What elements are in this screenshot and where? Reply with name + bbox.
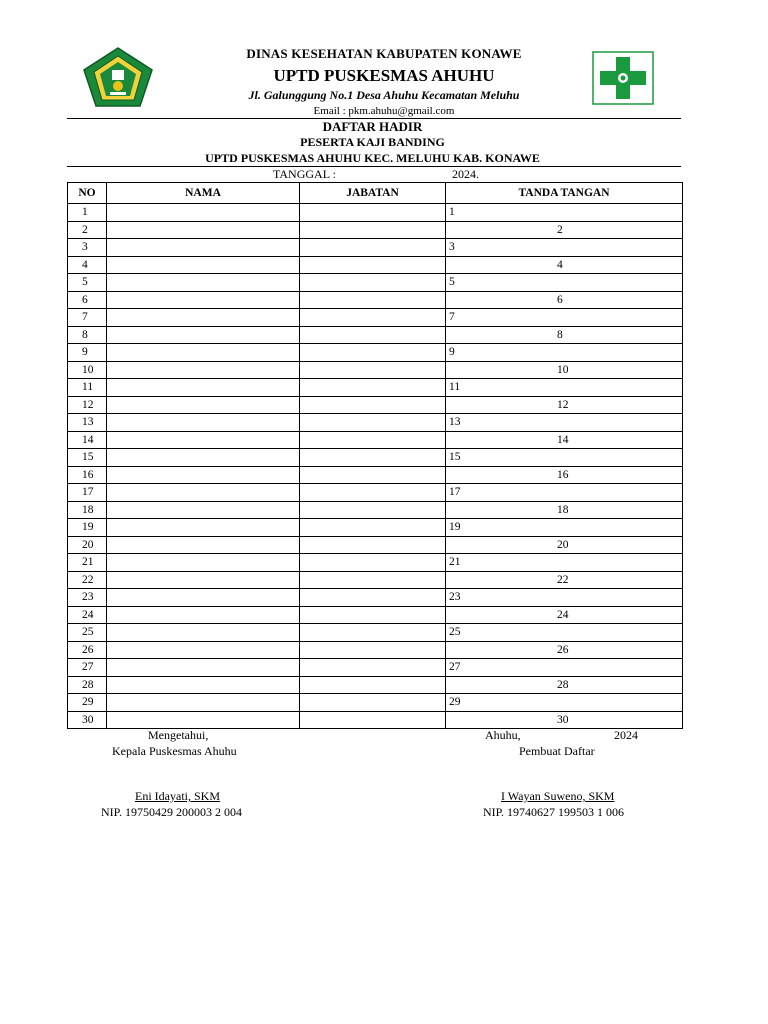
table-row (68, 291, 683, 309)
name-cell[interactable] (107, 309, 300, 327)
table-row (68, 641, 683, 659)
signature-cell[interactable]: 7 (446, 309, 683, 327)
position-cell[interactable] (300, 624, 446, 642)
name-cell[interactable] (107, 414, 300, 432)
table-row (68, 711, 683, 729)
signature-cell[interactable]: 29 (446, 694, 683, 712)
position-cell[interactable] (300, 711, 446, 729)
name-cell[interactable] (107, 221, 300, 239)
position-cell[interactable] (300, 676, 446, 694)
table-row (68, 204, 683, 222)
row-number: 26 (68, 641, 107, 659)
row-number: 17 (68, 484, 107, 502)
position-cell[interactable] (300, 606, 446, 624)
row-number: 6 (68, 291, 107, 309)
signature-cell[interactable]: 2 (446, 221, 683, 239)
name-cell[interactable] (107, 589, 300, 607)
signature-cell[interactable]: 19 (446, 519, 683, 537)
signature-cell[interactable]: 11 (446, 379, 683, 397)
name-cell[interactable] (107, 344, 300, 362)
signature-cell[interactable]: 9 (446, 344, 683, 362)
table-row (68, 221, 683, 239)
name-cell[interactable] (107, 466, 300, 484)
row-number: 27 (68, 659, 107, 677)
head-name: Eni Idayati, SKM (135, 789, 220, 803)
name-cell[interactable] (107, 659, 300, 677)
row-number: 11 (68, 379, 107, 397)
row-number: 13 (68, 414, 107, 432)
signature-cell[interactable]: 12 (446, 396, 683, 414)
row-number: 16 (68, 466, 107, 484)
row-number: 3 (68, 239, 107, 257)
name-cell[interactable] (107, 449, 300, 467)
position-cell[interactable] (300, 694, 446, 712)
signature-cell[interactable]: 30 (446, 711, 683, 729)
position-cell[interactable] (300, 554, 446, 572)
signature-cell[interactable]: 26 (446, 641, 683, 659)
head-nip: NIP. 19750429 200003 2 004 (101, 805, 243, 819)
document-title: DAFTAR HADIR (322, 119, 423, 134)
position-cell[interactable] (300, 274, 446, 292)
table-row (68, 414, 683, 432)
name-cell[interactable] (107, 396, 300, 414)
signature-cell[interactable]: 1 (446, 204, 683, 222)
row-number: 23 (68, 589, 107, 607)
signature-cell[interactable]: 8 (446, 326, 683, 344)
name-cell[interactable] (107, 571, 300, 589)
signature-cell[interactable]: 17 (446, 484, 683, 502)
signature-cell[interactable]: 20 (446, 536, 683, 554)
table-row (68, 361, 683, 379)
position-cell[interactable] (300, 449, 446, 467)
agency-name: DINAS KESEHATAN KABUPATEN KONAWE (246, 46, 522, 61)
name-cell[interactable] (107, 431, 300, 449)
row-number: 24 (68, 606, 107, 624)
signature-cell[interactable]: 4 (446, 256, 683, 274)
position-cell[interactable] (300, 204, 446, 222)
name-cell[interactable] (107, 274, 300, 292)
acknowledged-label: Mengetahui, (148, 728, 209, 742)
table-row (68, 466, 683, 484)
table-row (68, 501, 683, 519)
table-row (68, 519, 683, 537)
table-row (68, 256, 683, 274)
table-header-row (68, 183, 683, 204)
signature-cell[interactable]: 23 (446, 589, 683, 607)
position-cell[interactable] (300, 571, 446, 589)
row-number: 22 (68, 571, 107, 589)
position-cell[interactable] (300, 466, 446, 484)
position-cell[interactable] (300, 536, 446, 554)
name-cell[interactable] (107, 694, 300, 712)
signature-cell[interactable]: 18 (446, 501, 683, 519)
document-organization: UPTD PUSKESMAS AHUHU KEC. MELUHU KAB. KONAWE (205, 151, 540, 165)
position-cell[interactable] (300, 396, 446, 414)
table-row (68, 239, 683, 257)
table-row (68, 309, 683, 327)
row-number: 7 (68, 309, 107, 327)
name-cell[interactable] (107, 484, 300, 502)
table-row (68, 676, 683, 694)
name-cell[interactable] (107, 291, 300, 309)
maker-title: Pembuat Daftar (519, 744, 595, 758)
row-number: 21 (68, 554, 107, 572)
name-cell[interactable] (107, 676, 300, 694)
position-cell[interactable] (300, 431, 446, 449)
name-cell[interactable] (107, 519, 300, 537)
table-row (68, 659, 683, 677)
signature-cell[interactable]: 16 (446, 466, 683, 484)
position-cell[interactable] (300, 309, 446, 327)
address: Jl. Galunggung No.1 Desa Ahuhu Kecamatan Meluhu (248, 88, 520, 102)
table-row (68, 431, 683, 449)
row-number: 29 (68, 694, 107, 712)
name-cell[interactable] (107, 256, 300, 274)
column-header-jabatan: JABATAN (300, 183, 446, 204)
position-cell[interactable] (300, 239, 446, 257)
date-year: 2024. (452, 167, 479, 181)
name-cell[interactable] (107, 641, 300, 659)
signature-cell[interactable]: 21 (446, 554, 683, 572)
position-cell[interactable] (300, 256, 446, 274)
name-cell[interactable] (107, 204, 300, 222)
row-number: 12 (68, 396, 107, 414)
table-row (68, 396, 683, 414)
place-label: Ahuhu, (485, 728, 521, 742)
row-number: 18 (68, 501, 107, 519)
row-number: 8 (68, 326, 107, 344)
name-cell[interactable] (107, 554, 300, 572)
place-year: 2024 (614, 728, 638, 742)
name-cell[interactable] (107, 606, 300, 624)
position-cell[interactable] (300, 326, 446, 344)
date-label: TANGGAL : (273, 167, 336, 181)
row-number: 1 (68, 204, 107, 222)
signature-cell[interactable]: 13 (446, 414, 683, 432)
position-cell[interactable] (300, 361, 446, 379)
position-cell[interactable] (300, 379, 446, 397)
table-row (68, 571, 683, 589)
name-cell[interactable] (107, 624, 300, 642)
position-cell[interactable] (300, 641, 446, 659)
table-row (68, 624, 683, 642)
signature-cell[interactable]: 28 (446, 676, 683, 694)
table-row (68, 344, 683, 362)
column-header-no: NO (68, 183, 107, 204)
signature-cell[interactable]: 15 (446, 449, 683, 467)
head-title: Kepala Puskesmas Ahuhu (112, 744, 237, 758)
signature-cell[interactable]: 27 (446, 659, 683, 677)
table-row (68, 694, 683, 712)
table-row (68, 449, 683, 467)
row-number: 2 (68, 221, 107, 239)
position-cell[interactable] (300, 344, 446, 362)
position-cell[interactable] (300, 501, 446, 519)
table-row (68, 536, 683, 554)
position-cell[interactable] (300, 589, 446, 607)
signature-cell[interactable]: 5 (446, 274, 683, 292)
name-cell[interactable] (107, 239, 300, 257)
row-number: 20 (68, 536, 107, 554)
row-number: 28 (68, 676, 107, 694)
maker-nip: NIP. 19740627 199503 1 006 (483, 805, 625, 819)
table-row (68, 379, 683, 397)
position-cell[interactable] (300, 519, 446, 537)
maker-name: I Wayan Suweno, SKM (501, 789, 615, 803)
signature-cell[interactable]: 22 (446, 571, 683, 589)
position-cell[interactable] (300, 221, 446, 239)
row-number: 14 (68, 431, 107, 449)
row-number: 30 (68, 711, 107, 729)
position-cell[interactable] (300, 484, 446, 502)
attendance-table (67, 182, 683, 729)
position-cell[interactable] (300, 291, 446, 309)
signature-cell[interactable]: 6 (446, 291, 683, 309)
table-body (68, 204, 683, 729)
signature-cell[interactable]: 10 (446, 361, 683, 379)
signature-cell[interactable]: 14 (446, 431, 683, 449)
name-cell[interactable] (107, 536, 300, 554)
table-row (68, 554, 683, 572)
row-number: 19 (68, 519, 107, 537)
row-number: 9 (68, 344, 107, 362)
table-row (68, 589, 683, 607)
row-number: 15 (68, 449, 107, 467)
table-row (68, 606, 683, 624)
signature-cell[interactable]: 25 (446, 624, 683, 642)
row-number: 25 (68, 624, 107, 642)
title-divider (67, 166, 681, 167)
name-cell[interactable] (107, 711, 300, 729)
email: Email : pkm.ahuhu@gmail.com (313, 105, 455, 117)
position-cell[interactable] (300, 659, 446, 677)
signature-cell[interactable]: 24 (446, 606, 683, 624)
row-number: 4 (68, 256, 107, 274)
table-row (68, 484, 683, 502)
table-row (68, 274, 683, 292)
row-number: 10 (68, 361, 107, 379)
signature-cell[interactable]: 3 (446, 239, 683, 257)
name-cell[interactable] (107, 326, 300, 344)
row-number: 5 (68, 274, 107, 292)
facility-name: UPTD PUSKESMAS AHUHU (273, 66, 495, 85)
name-cell[interactable] (107, 501, 300, 519)
position-cell[interactable] (300, 414, 446, 432)
name-cell[interactable] (107, 379, 300, 397)
column-header-tanda-tangan: TANDA TANGAN (446, 183, 683, 204)
table-row (68, 326, 683, 344)
name-cell[interactable] (107, 361, 300, 379)
document-subtitle: PESERTA KAJI BANDING (300, 135, 445, 149)
column-header-nama: NAMA (107, 183, 300, 204)
